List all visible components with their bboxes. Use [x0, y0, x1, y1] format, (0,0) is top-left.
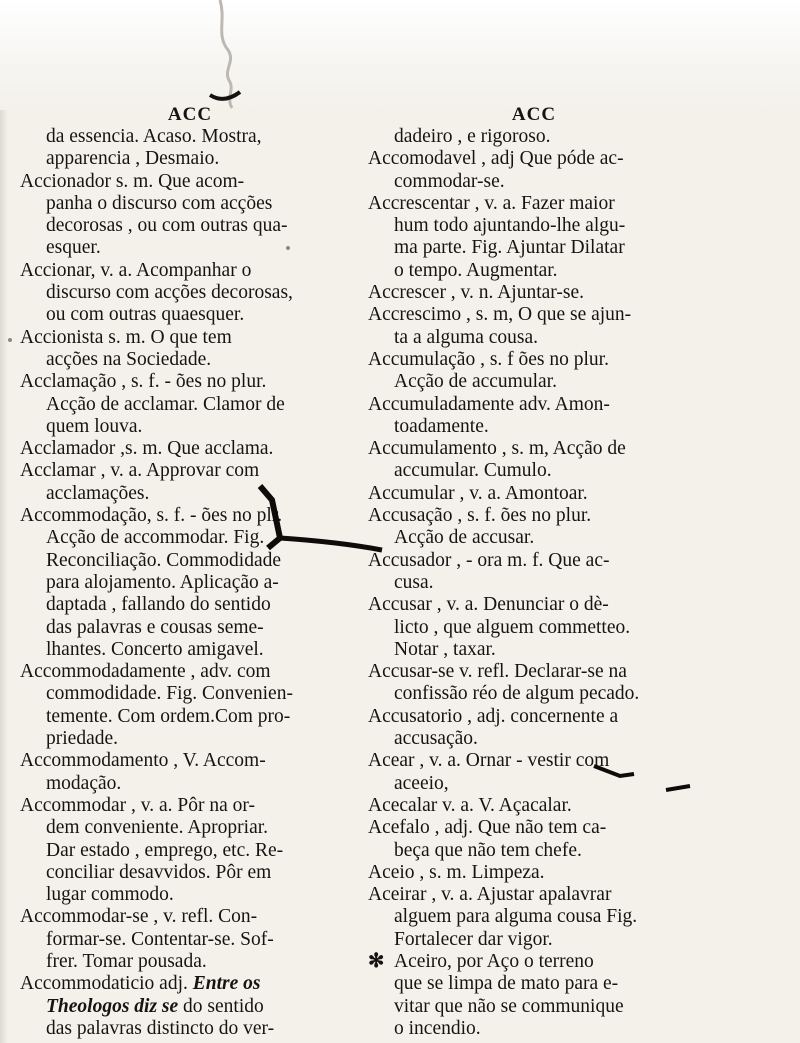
- entry-line: Accusador , - ora m. f. Que ac-: [368, 549, 610, 571]
- entry-line: commodar-se.: [394, 170, 505, 192]
- entry-line: Acção de accommodar. Fig.: [46, 527, 265, 549]
- italic-phrase: Theologos diz se: [46, 995, 184, 1017]
- entry-line: das palavras e cousas seme-: [46, 616, 264, 638]
- entry-line: para alojamento. Aplicação a-: [46, 571, 279, 593]
- entry-line: Accionar, v. a. Acompanhar o: [20, 259, 252, 281]
- page-top-margin: [0, 0, 800, 110]
- entry-line: aceeio,: [394, 772, 449, 794]
- entry-line: [368, 951, 700, 973]
- left-running-header: ACC: [167, 104, 213, 125]
- entry-line: hum todo ajuntando-lhe algu-: [394, 215, 626, 237]
- entry-line: Accusatorio , adj. concernente a: [368, 705, 619, 727]
- entry-line: vitar que não se communique: [394, 995, 624, 1017]
- entry-line: que se limpa de mato para e-: [394, 973, 619, 995]
- entry-line: daptada , fallando do sentido: [46, 594, 271, 616]
- entry-line: Acefalo , adj. Que não tem ca-: [368, 817, 607, 839]
- entry-line: Accumulamento , s. m, Acção de: [368, 438, 626, 460]
- entry-line: Acclamação , s. f. - ões no plur.: [20, 371, 267, 393]
- italic-phrase: Entre os: [192, 973, 261, 995]
- entry-line: dadeiro , e rigoroso.: [394, 126, 551, 147]
- entry-line-text: do sentido: [183, 995, 264, 1017]
- entry-line: [20, 973, 360, 995]
- entry-line: accusação.: [394, 728, 478, 750]
- entry-line: das palavras distincto do ver-: [46, 1017, 275, 1039]
- entry-line: alguem para alguma cousa Fig.: [394, 906, 638, 928]
- entry-line: ta a alguma cousa.: [394, 326, 539, 348]
- entry-line: Aceirar , v. a. Ajustar apalavrar: [368, 884, 612, 906]
- entry-line: Accommodamento , V. Accom-: [20, 750, 266, 772]
- asterisk-icon: ✻: [368, 950, 385, 972]
- entry-line: panha o discurso com acções: [46, 192, 273, 214]
- entry-line: commodidade. Fig. Convenien-: [46, 683, 293, 705]
- entry-line: Acção de acclamar. Clamor de: [46, 393, 285, 415]
- entry-line: Accusação , s. f. ões no plur.: [368, 505, 592, 527]
- entry-line: Accumulação , s. f ões no plur.: [368, 348, 609, 370]
- page-edge-shadow: [0, 110, 8, 1043]
- entry-line: o incendio.: [394, 1017, 481, 1039]
- entry-line: frer. Tomar pousada.: [46, 950, 207, 972]
- right-entries: [368, 126, 700, 1040]
- entry-line: Dar estado , emprego, etc. Re-: [46, 839, 284, 861]
- entry-line: Accusar , v. a. Denunciar o dè-: [368, 594, 609, 616]
- entry-line: confissão réo de algum pecado.: [394, 683, 640, 705]
- entry-line: acclamações.: [46, 482, 150, 504]
- entry-line: priedade.: [46, 728, 119, 750]
- entry-line: accumular. Cumulo.: [394, 460, 552, 482]
- entry-line: Fortalecer dar vigor.: [394, 928, 553, 950]
- entry-line: Accusar-se v. refl. Declarar-se na: [368, 661, 627, 683]
- entry-line: decorosas , ou com outras qua-: [46, 215, 288, 237]
- entry-line: Acecalar v. a. V. Açacalar.: [368, 794, 572, 816]
- entry-line: Accumular , v. a. Amontoar.: [368, 482, 588, 504]
- entry-line: esquer.: [46, 237, 101, 259]
- entry-line: cusa.: [394, 571, 434, 593]
- entry-line-text: Accommodaticio adj.: [20, 973, 193, 995]
- margin-speck: [286, 246, 290, 250]
- entry-line: licto , que alguem commetteo.: [394, 616, 631, 638]
- left-column: [20, 104, 360, 1040]
- entry-line: Accommodadamente , adv. com: [20, 661, 271, 683]
- right-running-header: ACC: [511, 104, 557, 125]
- entry-line: Acclamar , v. a. Approvar com: [20, 460, 260, 482]
- entry-line: beça que não tem chefe.: [394, 839, 582, 861]
- entry-line: Notar , taxar.: [394, 638, 496, 660]
- entry-line: Acção de accumular.: [394, 371, 557, 393]
- entry-line: discurso com acções decorosas,: [46, 282, 293, 304]
- entry-line: toadamente.: [394, 415, 489, 437]
- left-entries: [20, 126, 360, 1040]
- entry-line: [20, 996, 360, 1018]
- entry-line: lugar commodo.: [46, 884, 174, 906]
- entry-line: Accrescentar , v. a. Fazer maior: [368, 192, 615, 214]
- entry-line: Accionista s. m. O que tem: [20, 326, 232, 348]
- entry-line: Accommodar-se , v. refl. Con-: [20, 906, 258, 928]
- entry-line: Accumuladamente adv. Amon-: [368, 393, 610, 415]
- entry-line: o tempo. Augmentar.: [394, 259, 558, 281]
- entry-line-text: Aceiro, por Aço o terreno: [394, 950, 594, 972]
- entry-line: conciliar desavvidos. Pôr em: [46, 861, 272, 883]
- right-column: [368, 104, 700, 1040]
- margin-speck: [8, 338, 12, 342]
- entry-line: da essencia. Acaso. Mostra,: [46, 126, 262, 147]
- entry-line: Accommodar , v. a. Pôr na or-: [20, 794, 255, 816]
- entry-line: Accrescer , v. n. Ajuntar-se.: [368, 282, 585, 304]
- entry-line: Reconciliação. Commodidade: [46, 549, 282, 571]
- entry-line: Accrescimo , s. m, O que se ajun-: [368, 304, 632, 326]
- entry-line: Accomodavel , adj Que póde ac-: [368, 148, 624, 170]
- entry-line: ou com outras quaesquer.: [46, 304, 245, 326]
- entry-line: Accionador s. m. Que acom-: [20, 170, 245, 192]
- entry-line: Aceio , s. m. Limpeza.: [368, 861, 545, 883]
- entry-line: formar-se. Contentar-se. Sof-: [46, 928, 274, 950]
- entry-line: apparencia , Desmaio.: [46, 148, 220, 170]
- entry-line: temente. Com ordem.Com pro-: [46, 705, 291, 727]
- entry-line: lhantes. Concerto amigavel.: [46, 638, 264, 660]
- entry-line: dem conveniente. Apropriar.: [46, 817, 269, 839]
- entry-line: quem louva.: [46, 415, 143, 437]
- entry-line: modação.: [46, 772, 122, 794]
- entry-line: Accommodação, s. f. - ões no plr.: [20, 505, 283, 527]
- entry-line: Acear , v. a. Ornar - vestir com: [368, 750, 610, 772]
- entry-line: acções na Sociedade.: [46, 348, 212, 370]
- entry-line: ma parte. Fig. Ajuntar Dilatar: [394, 237, 625, 259]
- entry-line: Acclamador ,s. m. Que acclama.: [20, 438, 274, 460]
- entry-line: Acção de accusar.: [394, 527, 535, 549]
- ink-mark-top: [206, 0, 246, 110]
